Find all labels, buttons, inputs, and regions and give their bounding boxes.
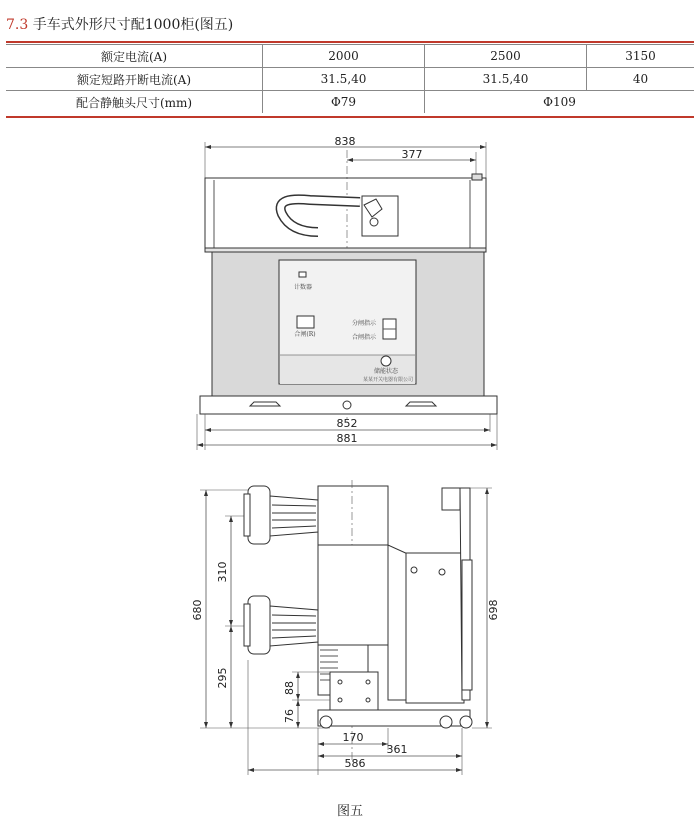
dim-586: 586 — [344, 757, 366, 770]
dim-680: 680 — [191, 599, 204, 621]
front-view — [197, 135, 497, 450]
panel-counter-label: 计数器 — [293, 284, 313, 291]
panel-close-button-label: 合闸(R) — [294, 331, 316, 338]
panel-open-indicator-label: 分闸指示 — [351, 320, 377, 327]
panel-maker-label: 某某开关电器有限公司 — [362, 377, 414, 383]
side-view — [191, 480, 500, 775]
panel-energy-label: 储能状态 — [373, 368, 399, 375]
section-title: 手车式外形尺寸配1000柜(图五) — [32, 17, 234, 33]
dim-838: 838 — [334, 135, 356, 148]
table-cell: Φ79 — [263, 91, 425, 114]
figure-caption: 图五 — [336, 804, 363, 819]
table-cell: 31.5,40 — [425, 68, 587, 91]
dim-377: 377 — [401, 148, 423, 161]
dim-295: 295 — [216, 667, 229, 689]
row-label: 额定短路开断电流(A) — [6, 68, 263, 91]
table-cell: 3150 — [587, 45, 694, 68]
dim-76: 76 — [283, 709, 296, 723]
dim-310: 310 — [216, 561, 229, 583]
dim-881: 881 — [336, 432, 358, 445]
panel-close-indicator-label: 合闸指示 — [351, 334, 377, 341]
dim-88: 88 — [283, 681, 296, 695]
section-number: 7.3 — [6, 17, 29, 33]
table-cell: 2000 — [263, 45, 425, 68]
row-label: 配合静触头尺寸(mm) — [6, 91, 263, 114]
dim-361: 361 — [386, 743, 408, 756]
table-cell: 31.5,40 — [263, 68, 425, 91]
dim-698: 698 — [487, 599, 500, 621]
table-cell: Φ109 — [425, 91, 694, 114]
table-cell: 40 — [587, 68, 694, 91]
table-cell: 2500 — [425, 45, 587, 68]
row-label: 额定电流(A) — [6, 45, 263, 68]
dim-170: 170 — [342, 731, 364, 744]
dim-852: 852 — [336, 417, 358, 430]
